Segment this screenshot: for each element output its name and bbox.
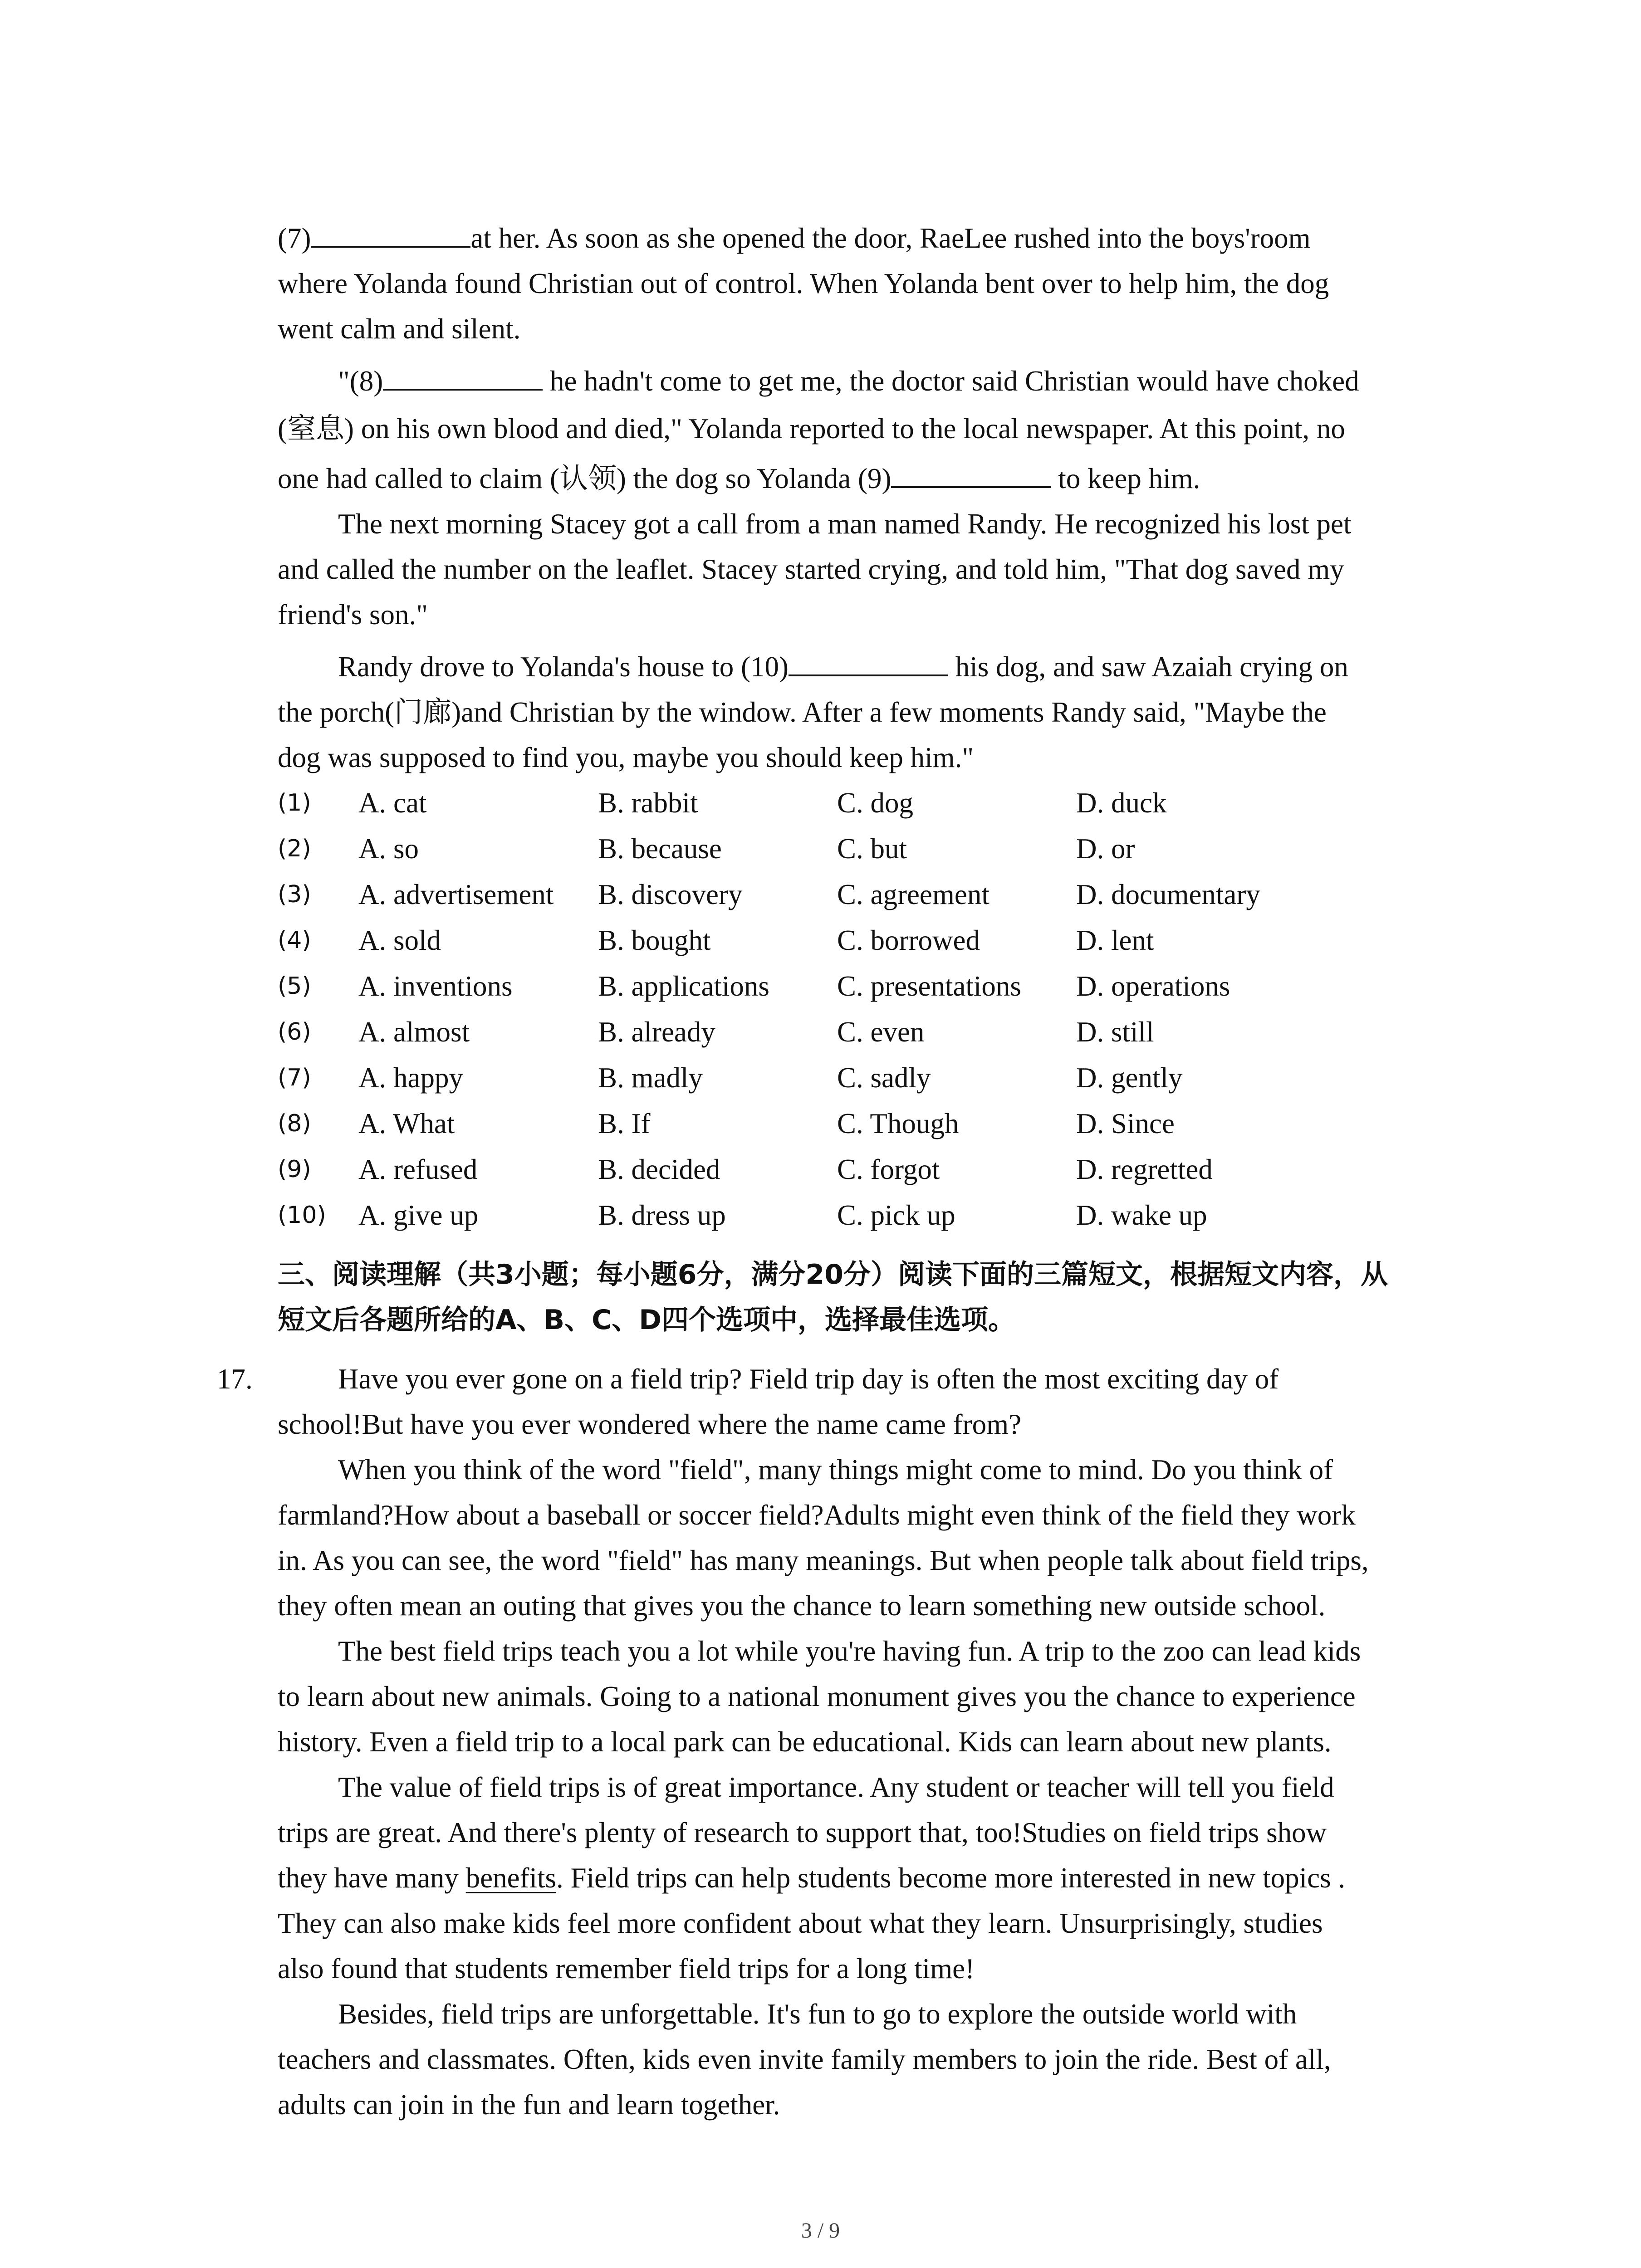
answer-blank-7[interactable] [311,220,470,248]
passage-line: When you think of the word "field", many things might come to mind. Do you think of [338,1454,1333,1486]
passage-line: they often mean an outing that gives you the chance to learn something new outside school. [278,1590,1326,1622]
option-choice-c[interactable]: C. forgot [837,1154,940,1185]
answer-blank-10[interactable] [789,649,948,676]
passage-line: The value of field trips is of great importance. Any student or teacher will tell you field [338,1771,1334,1803]
option-number: (4) [278,927,311,954]
passage-line: one had called to claim (认领) the dog so Yolanda (9) to keep him. [278,456,1200,501]
option-choice-c[interactable]: C. but [837,833,907,865]
passage-line: They can also make kids feel more confident about what they learn. Unsurprisingly, studies [278,1907,1323,1939]
option-choice-a[interactable]: A. so [358,833,419,865]
passage-line: (7) at her. As soon as she opened the door, RaeLee rushed into the boys'room [278,215,1311,261]
option-choice-a[interactable]: A. cat [358,787,427,819]
option-choice-d[interactable]: D. duck [1076,787,1167,819]
option-choice-a[interactable]: A. inventions [358,970,513,1002]
passage-line: Besides, field trips are unforgettable. It's fun to go to explore the outside world with [338,1998,1297,2030]
option-choice-d[interactable]: D. wake up [1076,1199,1207,1231]
passage-line: teachers and classmates. Often, kids even invite family members to join the ride. Best of all, [278,2043,1331,2075]
option-choice-c[interactable]: C. Though [837,1108,959,1139]
option-choice-a[interactable]: A. sold [358,924,441,956]
option-choice-d[interactable]: D. operations [1076,970,1230,1002]
option-choice-a[interactable]: A. almost [358,1016,470,1048]
passage-line: the porch(门廊)and Christian by the window. After a few moments Randy said, "Maybe the [278,696,1327,728]
option-choice-b[interactable]: B. discovery [598,879,743,910]
option-choice-a[interactable]: A. happy [358,1062,463,1094]
option-number: (2) [278,835,311,862]
option-choice-b[interactable]: B. bought [598,924,711,956]
option-choice-c[interactable]: C. agreement [837,879,989,910]
option-choice-d[interactable]: D. still [1076,1016,1154,1048]
passage-line: Randy drove to Yolanda's house to (10) his dog, and saw Azaiah crying on [338,644,1348,689]
option-choice-c[interactable]: C. borrowed [837,924,980,956]
section-heading: 短文后各题所给的A、B、C、D四个选项中，选择最佳选项。 [278,1304,1016,1336]
option-choice-d[interactable]: D. gently [1076,1062,1183,1094]
option-number: (5) [278,973,311,1000]
option-choice-c[interactable]: C. presentations [837,970,1021,1002]
option-choice-a[interactable]: A. refused [358,1154,478,1185]
section-heading: 三、阅读理解（共3小题；每小题6分，满分20分）阅读下面的三篇短文，根据短文内容，从 [278,1259,1388,1290]
passage-line: also found that students remember field trips for a long time! [278,1953,975,1984]
option-choice-c[interactable]: C. sadly [837,1062,931,1094]
passage-line: adults can join in the fun and learn together. [278,2089,780,2121]
option-choice-d[interactable]: D. regretted [1076,1154,1213,1185]
passage-line: farmland?How about a baseball or soccer field?Adults might even think of the field they work [278,1499,1356,1531]
option-choice-a[interactable]: A. What [358,1108,455,1139]
question-number: 17. [217,1363,253,1395]
option-choice-a[interactable]: A. advertisement [358,879,554,910]
passage-line: where Yolanda found Christian out of control. When Yolanda bent over to help him, the dog [278,268,1329,299]
page-number: 3 / 9 [801,2219,840,2243]
answer-blank-8[interactable] [383,363,543,391]
option-choice-d[interactable]: D. Since [1076,1108,1175,1139]
option-choice-c[interactable]: C. dog [837,787,914,819]
passage-line: The next morning Stacey got a call from a man named Randy. He recognized his lost pet [338,508,1352,540]
passage-line: "(8) he hadn't come to get me, the doctor said Christian would have choked [338,358,1359,404]
passage-line: to learn about new animals. Going to a national monument gives you the chance to experience [278,1681,1356,1712]
passage-line: in. As you can see, the word "field" has many meanings. But when people talk about field trips, [278,1545,1369,1576]
passage-line: (窒息) on his own blood and died," Yolanda reported to the local newspaper. At this point, no [278,413,1345,445]
option-choice-b[interactable]: B. decided [598,1154,720,1185]
passage-line: went calm and silent. [278,313,521,345]
option-number: (3) [278,881,311,908]
passage-line: history. Even a field trip to a local park can be educational. Kids can learn about new plants. [278,1726,1332,1758]
passage-line: The best field trips teach you a lot while you're having fun. A trip to the zoo can lead kids [338,1635,1361,1667]
option-number: (7) [278,1064,311,1091]
passage-line: trips are great. And there's plenty of research to support that, too!Studies on field trips show [278,1817,1327,1848]
option-choice-b[interactable]: B. If [598,1108,651,1139]
option-number: (10) [278,1202,326,1229]
option-choice-b[interactable]: B. madly [598,1062,703,1094]
option-number: (1) [278,789,311,816]
option-number: (8) [278,1110,311,1137]
option-choice-a[interactable]: A. give up [358,1199,479,1231]
passage-line: dog was supposed to find you, maybe you should keep him." [278,742,974,773]
option-choice-b[interactable]: B. dress up [598,1199,726,1231]
option-choice-b[interactable]: B. because [598,833,722,865]
option-choice-c[interactable]: C. pick up [837,1199,955,1231]
passage-line: and called the number on the leaflet. Stacey started crying, and told him, "That dog saved my [278,553,1344,585]
option-choice-d[interactable]: D. lent [1076,924,1154,956]
passage-line: Have you ever gone on a field trip? Field trip day is often the most exciting day of [338,1363,1279,1395]
passage-line: school!But have you ever wondered where the name came from? [278,1408,1022,1440]
passage-line: friend's son." [278,599,428,631]
passage-line: they have many benefits. Field trips can help students become more interested in new topics . [278,1862,1346,1894]
option-choice-c[interactable]: C. even [837,1016,925,1048]
option-choice-b[interactable]: B. rabbit [598,787,698,819]
option-choice-b[interactable]: B. applications [598,970,769,1002]
answer-blank-9[interactable] [891,461,1051,488]
option-choice-d[interactable]: D. documentary [1076,879,1260,910]
option-choice-d[interactable]: D. or [1076,833,1135,865]
option-number: (6) [278,1018,311,1046]
option-number: (9) [278,1156,311,1183]
underlined-word: benefits [465,1862,557,1894]
option-choice-b[interactable]: B. already [598,1016,715,1048]
